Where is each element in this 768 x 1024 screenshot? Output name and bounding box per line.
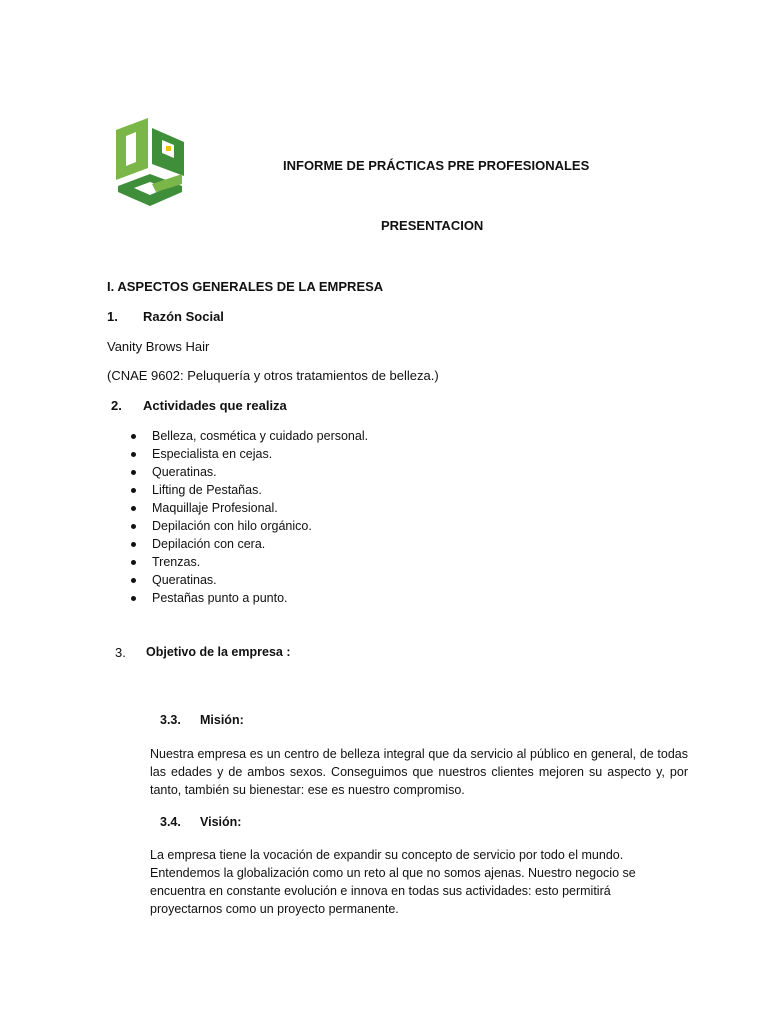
activities-list xyxy=(128,427,368,607)
bullet-icon xyxy=(131,470,136,475)
bullet-icon xyxy=(131,578,136,583)
bullet-icon xyxy=(131,488,136,493)
bullet-icon xyxy=(131,452,136,457)
cnae-text: (CNAE 9602: Peluquería y otros tratamientos de belleza.) xyxy=(107,368,439,383)
item3-number: 3. xyxy=(115,645,126,660)
vision-line: Entendemos la globalización como un reto al que no somos ajenas. Nuestro negocio se xyxy=(150,866,636,880)
item3-label: Objetivo de la empresa : xyxy=(146,645,291,659)
item1-label: Razón Social xyxy=(143,309,224,324)
presentation-heading: PRESENTACION xyxy=(381,218,484,233)
vision-text xyxy=(150,846,688,918)
bullet-icon xyxy=(131,560,136,565)
bullet-icon xyxy=(131,524,136,529)
section-heading: I. ASPECTOS GENERALES DE LA EMPRESA xyxy=(107,279,384,294)
list-item: Queratinas. xyxy=(128,571,368,589)
bullet-icon xyxy=(131,434,136,439)
vision-label: Visión: xyxy=(200,815,242,829)
mision-label: Misión: xyxy=(200,713,244,727)
bullet-icon xyxy=(131,542,136,547)
mision-text: Nuestra empresa es un centro de belleza integral que da servicio al público en general, de todas las edades y de ambos sexos. Conseguimos que nuestros clientes mejoren su aspecto y, por tanto, también su bienestar: ese es nuestro compromiso. xyxy=(150,747,688,797)
bullet-icon xyxy=(131,596,136,601)
item2-label: Actividades que realiza xyxy=(143,398,287,413)
list-item: Pestañas punto a punto. xyxy=(128,589,368,607)
mision-number: 3.3. xyxy=(160,713,181,727)
page-title: INFORME DE PRÁCTICAS PRE PROFESIONALES xyxy=(283,158,590,173)
vision-line: La empresa tiene la vocación de expandir su concepto de servicio por todo el mundo. xyxy=(150,848,624,862)
vision-number: 3.4. xyxy=(160,815,181,829)
list-item: Belleza, cosmética y cuidado personal. xyxy=(128,427,368,445)
upc-logo-icon xyxy=(112,118,188,206)
list-item: Depilación con hilo orgánico. xyxy=(128,517,368,535)
company-name: Vanity Brows Hair xyxy=(107,339,210,354)
list-item: Trenzas. xyxy=(128,553,368,571)
vision-line: proyectarnos como un proyecto permanente. xyxy=(150,902,399,916)
item2-number: 2. xyxy=(111,398,122,413)
list-item: Maquillaje Profesional. xyxy=(128,499,368,517)
list-item: Queratinas. xyxy=(128,463,368,481)
vision-line: encuentra en constante evolución e innova en todas sus actividades: esto permitirá xyxy=(150,884,611,898)
list-item: Especialista en cejas. xyxy=(128,445,368,463)
item1-number: 1. xyxy=(107,309,118,324)
list-item: Depilación con cera. xyxy=(128,535,368,553)
list-item: Lifting de Pestañas. xyxy=(128,481,368,499)
bullet-icon xyxy=(131,506,136,511)
